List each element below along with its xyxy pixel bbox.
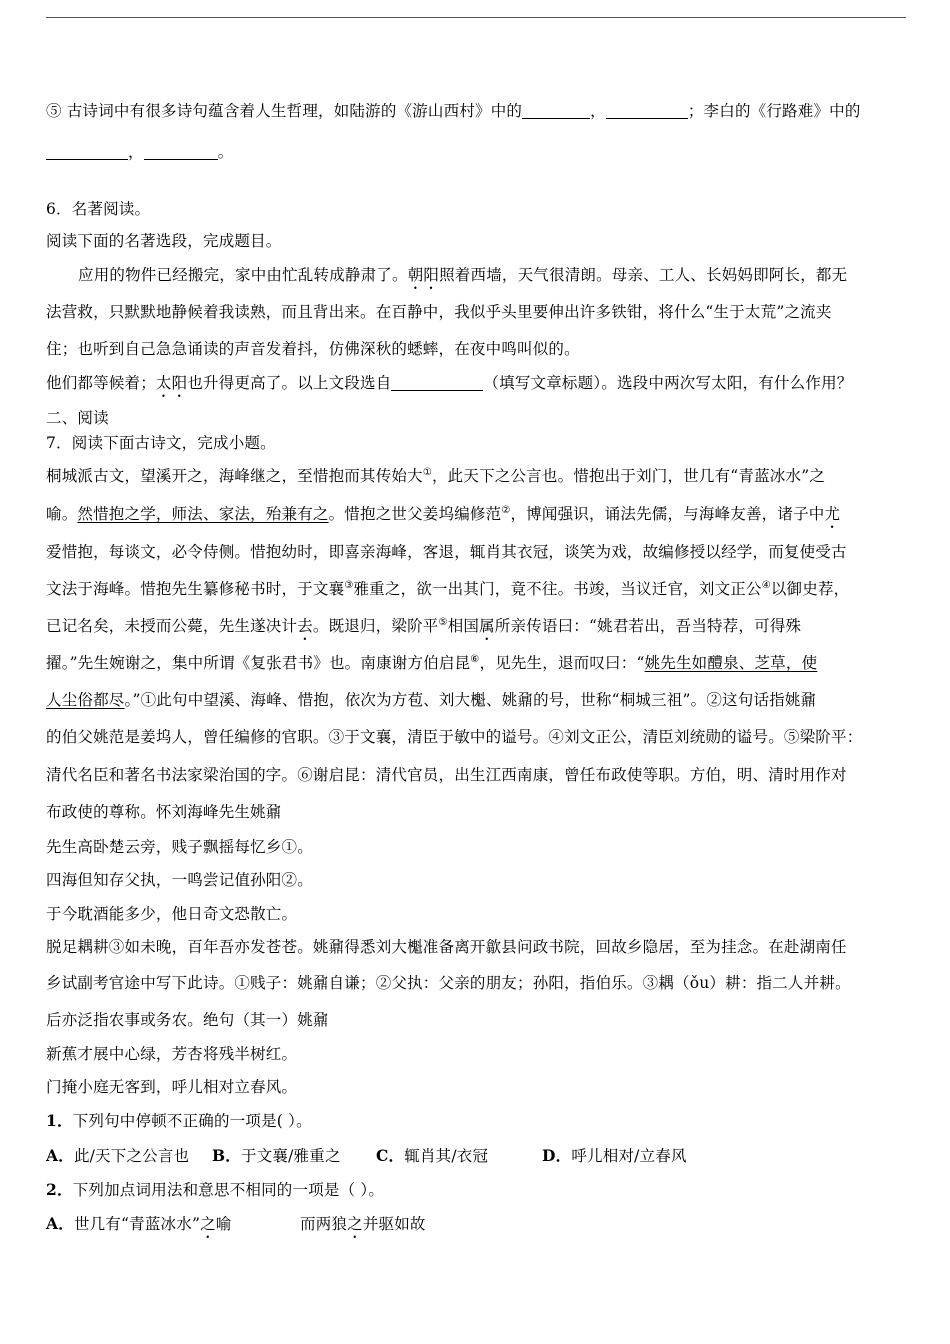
option-d[interactable] bbox=[542, 1145, 687, 1167]
option-text: 于文襄/雅重之 bbox=[241, 1147, 341, 1165]
poem-line: 四海但知存父执，一鸣尝记值孙阳②。 bbox=[46, 871, 313, 889]
answer-blank[interactable] bbox=[606, 102, 688, 119]
poem-line: 门掩小庭无客到，呼儿相对立春风。 bbox=[46, 1078, 298, 1096]
option-label: A． bbox=[46, 1214, 74, 1233]
dotted-word: 太阳 bbox=[155, 374, 188, 392]
option-b[interactable] bbox=[212, 1145, 376, 1167]
underlined-sentence: 姚先生如醴泉、芝草，使 bbox=[644, 654, 818, 672]
q7-passage-line bbox=[46, 652, 908, 674]
subquestion-1 bbox=[46, 1110, 908, 1132]
q5-text: ⑤ 古诗词中有很多诗句蕴含着人生哲理，如陆游的《游山西村》中的 bbox=[46, 102, 523, 120]
dotted-word: 朝阳 bbox=[407, 266, 440, 284]
dotted-word: 尤 bbox=[824, 505, 841, 523]
q7-passage-line: 爱惜抱，每谈文，必令侍侧。惜抱幼时，即喜亲海峰，客退，辄肖其衣冠，谈笑为戏，故编修授以经学，而复使受古 bbox=[46, 543, 847, 561]
poem-line: 于今耽酒能多少，他日奇文恐散亡。 bbox=[46, 905, 298, 923]
option-label: C． bbox=[376, 1146, 405, 1165]
option-text: 并驱如故 bbox=[362, 1215, 426, 1233]
q6-instruction: 阅读下面的名著选段，完成题目。 bbox=[46, 232, 282, 250]
option-label: A． bbox=[46, 1146, 74, 1165]
dotted-word: 去 bbox=[297, 617, 313, 635]
q5-period: 。 bbox=[217, 143, 234, 161]
q6-question-line bbox=[46, 372, 908, 401]
passage-text: ，博闻强识，诵法先儒，与海峰友善，诸子中 bbox=[510, 505, 825, 523]
option-a-pair bbox=[300, 1213, 426, 1242]
footnote-mark: ⑥ bbox=[470, 654, 480, 665]
answer-blank[interactable] bbox=[46, 143, 128, 160]
passage-text: 。既退归，梁阶平 bbox=[312, 617, 439, 635]
q7-footnote-line: 布政使的尊称。怀刘海峰先生姚鼐 bbox=[46, 803, 282, 821]
option-text: 世几有“青蓝冰水” bbox=[73, 1215, 201, 1233]
dotted-word: 之 bbox=[200, 1215, 216, 1233]
q5-text: ；李白的《行路难》中的 bbox=[687, 102, 861, 120]
footnote-text: 。”①此句中望溪、海峰、惜抱，依次为方苞、刘大櫆、姚鼐的号，世称“桐城三祖”。②这句话指姚鼐 bbox=[124, 691, 817, 709]
poem-line: 先生高卧楚云旁，贱子飘摇每忆乡①。 bbox=[46, 838, 313, 856]
question-text: 也升得更高了。以上文段选自 bbox=[187, 374, 392, 392]
passage-text: 以御史荐， bbox=[770, 580, 850, 598]
answer-blank[interactable] bbox=[144, 143, 218, 160]
section-title: 二、阅读 bbox=[46, 409, 109, 427]
passage-text: 照着西墙，天气很清朗。母亲、工人、长妈妈即阿长，都无 bbox=[439, 266, 848, 284]
q5-comma: ， bbox=[128, 143, 144, 161]
option-c[interactable] bbox=[376, 1145, 542, 1167]
dotted-word: 之 bbox=[347, 1215, 363, 1233]
subquestion-2-options bbox=[46, 1213, 908, 1242]
question-text: （填写文章标题）。选段中两次写太阳，有什么作用？ bbox=[483, 374, 853, 392]
q5-comma: ， bbox=[590, 102, 606, 120]
subquestion-1-options bbox=[46, 1145, 908, 1167]
option-label: D． bbox=[542, 1146, 572, 1165]
poem-line: 脱足耦耕③如未晚，百年吾亦发苍苍。姚鼐得悉刘大櫆准备离开歙县问政书院，回故乡隐居，至为挂念。在赴湖南任 bbox=[46, 938, 847, 956]
q7-passage-line bbox=[46, 503, 908, 532]
option-text: 而两狼 bbox=[300, 1215, 348, 1233]
option-a[interactable] bbox=[46, 1213, 300, 1242]
poem-note-line: 乡试副考官途中写下此诗。①贱子：姚鼐自谦；②父执：父亲的朋友；孙阳，指伯乐。③耦（ǒu）耕：指二人并耕。 bbox=[46, 974, 851, 992]
q6-passage-line: 法营救，只默默地静候着我读熟，而且背出来。在百静中，我似乎头里要伸出许多铁钳，将什么“生于太荒”之流夹 bbox=[46, 303, 832, 321]
q5-line-2 bbox=[46, 141, 908, 163]
q7-footnote-line: 清代名臣和著名书法家梁治国的字。⑥谢启昆：清代官员，出生江西南康，曾任布政使等职。方伯，明、清时用作对 bbox=[46, 766, 847, 784]
passage-text: 喻。 bbox=[46, 505, 78, 523]
passage-text: 他们都等候着； bbox=[46, 374, 156, 392]
passage-text: 文法于海峰。惜抱先生纂修秘书时，于文襄 bbox=[46, 580, 345, 598]
answer-blank[interactable] bbox=[391, 374, 483, 391]
subquestion-2 bbox=[46, 1179, 908, 1201]
header-rule bbox=[46, 17, 906, 18]
question-text: 下列加点词用法和意思不相同的一项是（ ）。 bbox=[72, 1181, 385, 1199]
passage-text: 所亲传语曰：“姚君若出，吾当特荐，可得殊 bbox=[494, 617, 802, 635]
dotted-word: 属 bbox=[479, 617, 495, 635]
footnote-mark: ③ bbox=[344, 580, 354, 591]
q7-passage-line bbox=[46, 689, 908, 711]
question-number: 1． bbox=[46, 1111, 73, 1130]
footnote-mark: ① bbox=[422, 467, 432, 478]
poem-line: 新蕉才展中心绿，芳杏将残半树红。 bbox=[46, 1045, 298, 1063]
q6-passage-line bbox=[78, 264, 908, 293]
answer-blank[interactable] bbox=[522, 102, 590, 119]
passage-text: ，见先生，退而叹曰：“ bbox=[479, 654, 645, 672]
passage-text: 已记名矣，未授而公薨，先生遂决计 bbox=[46, 617, 298, 635]
q5-line-1 bbox=[46, 100, 908, 122]
footnote-mark: ② bbox=[501, 505, 511, 516]
passage-text: 。惜抱之世父姜坞编修范 bbox=[328, 505, 502, 523]
footnote-mark: ④ bbox=[761, 580, 771, 591]
passage-text: 桐城派古文，望溪开之，海峰继之，至惜抱而其传始大 bbox=[46, 467, 423, 485]
q6-title: 6．名著阅读。 bbox=[46, 200, 151, 218]
option-a[interactable] bbox=[46, 1145, 212, 1167]
q7-passage-line bbox=[46, 578, 908, 600]
q7-title: 7．阅读下面古诗文，完成小题。 bbox=[46, 434, 276, 452]
underlined-sentence: 然惜抱之学，师法、家法，殆兼有之 bbox=[77, 505, 329, 523]
option-text: 此/天下之公言也 bbox=[73, 1147, 190, 1165]
passage-text: 应用的物件已经搬完，家中由忙乱转成静肃了。 bbox=[78, 266, 408, 284]
q7-passage-line bbox=[46, 615, 908, 644]
option-text: 辄肖其/衣冠 bbox=[404, 1147, 489, 1165]
option-label: B． bbox=[212, 1146, 242, 1165]
q7-footnote-line: 的伯父姚范是姜坞人，曾任编修的官职。③于文襄，清臣于敏中的谥号。④刘文正公，清臣刘统勋的谥号。⑤梁阶平： bbox=[46, 728, 863, 746]
question-text: 下列句中停顿不正确的一项是( ）。 bbox=[72, 1112, 312, 1130]
footnote-mark: ⑤ bbox=[438, 617, 448, 628]
question-number: 2． bbox=[46, 1180, 73, 1199]
passage-text: 雅重之，欲一出其门，竟不往。书竣，当议迁官，刘文正公 bbox=[353, 580, 762, 598]
passage-text: ，此天下之公言也。惜抱出于刘门，世几有“青蓝冰水”之 bbox=[431, 467, 826, 485]
q7-passage-line bbox=[46, 465, 908, 487]
passage-text: 擢。”先生婉谢之，集中所谓《复张君书》也。南康谢方伯启昆 bbox=[46, 654, 471, 672]
passage-text: 相国 bbox=[447, 617, 480, 635]
option-text: 呼儿相对/立春风 bbox=[571, 1147, 687, 1165]
q6-passage-line: 住；也听到自己急急诵读的声音发着抖，仿佛深秋的蟋蟀，在夜中鸣叫似的。 bbox=[46, 340, 580, 358]
underlined-sentence: 人尘俗都尽 bbox=[46, 691, 125, 709]
option-text: 喻 bbox=[215, 1215, 232, 1233]
poem-note-line: 后亦泛指农事或务农。绝句（其一）姚鼐 bbox=[46, 1011, 329, 1029]
